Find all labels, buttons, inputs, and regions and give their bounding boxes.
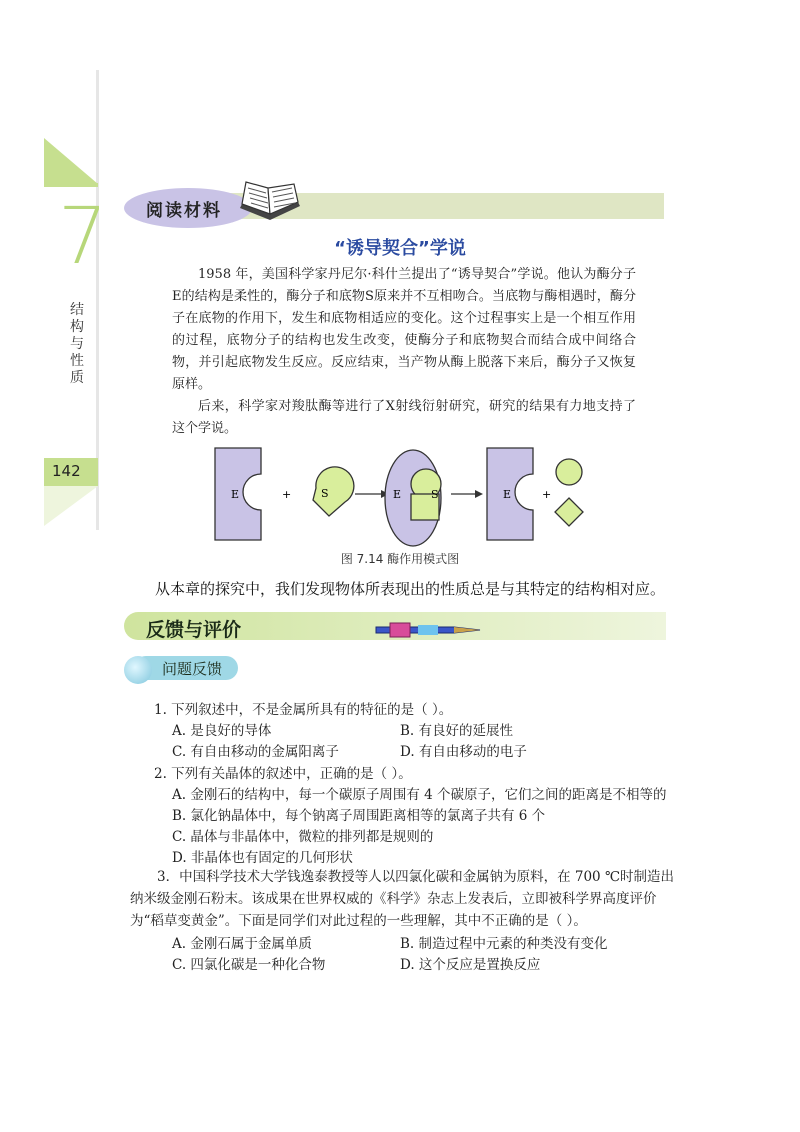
question-1-option-c: C. 有自由移动的金属阳离子 (172, 744, 339, 760)
feedback-label: 反馈与评价 (146, 619, 242, 641)
question-1-option-a: A. 是良好的导体 (172, 723, 272, 739)
question-3-option-d: D. 这个反应是置换反应 (400, 957, 541, 973)
chapter-title: 结构与性质 (70, 302, 84, 386)
reading-title: “诱导契合”学说 (334, 238, 466, 259)
enzyme-model-figure (205, 440, 605, 550)
enzyme-label: E (231, 488, 240, 501)
question-feedback-dot (124, 656, 152, 684)
complex-substrate-label: S (431, 488, 439, 501)
question-2-option-a: A. 金刚石的结构中，每一个碳原子周围有 4 个碳原子，它们之间的距离是不相等的 (172, 787, 667, 803)
plus-sign: + (542, 488, 552, 501)
question-1-option-b: B. 有良好的延展性 (400, 723, 514, 739)
page-corner-triangle (44, 486, 98, 526)
chapter-tab-bar (44, 183, 98, 187)
pen-icon (372, 617, 486, 643)
page-number: 142 (52, 462, 81, 480)
figure-caption: 图 7.14 酶作用模式图 (340, 552, 460, 566)
question-2-option-c: C. 晶体与非晶体中，微粒的排列都是规则的 (172, 829, 434, 845)
product-circle (556, 459, 582, 485)
substrate-shape (313, 467, 354, 516)
question-2-option-b: B. 氯化钠晶体中，每个钠离子周围距离相等的氯离子共有 6 个 (172, 808, 546, 824)
question-3-option-c: C. 四氯化碳是一种化合物 (172, 957, 326, 973)
question-1-option-d: D. 有自由移动的电子 (400, 744, 527, 760)
chapter-number: 7 (58, 192, 108, 282)
arrow-head (475, 490, 483, 498)
question-3: 3．中国科学技术大学钱逸泰教授等人以四氯化碳和金属钠为原料，在 700 ℃时制造出纳米级金刚石粉末。该成果在世界权威的《科学》杂志上发表后，立即被科学界高度评价为“稻草变黄金”。下面是同学们对此过程的一些理解，其中不正确的是（ ）。 (130, 869, 675, 929)
chapter-tab-triangle (44, 138, 98, 184)
conclusion-text: 从本章的探究中，我们发现物体所表现出的性质总是与其特定的结构相对应。 (155, 580, 666, 598)
question-feedback-label: 问题反馈 (162, 660, 223, 678)
reading-paragraph-2: 后来，科学家对羧肽酶等进行了X射线衍射研究，研究的结果有力地支持了这个学说。 (172, 399, 636, 436)
question-2: 2. 下列有关晶体的叙述中，正确的是（ ）。 (154, 766, 412, 782)
open-book-icon (236, 180, 306, 226)
enzyme-label: E (503, 488, 512, 501)
substrate-label: S (321, 487, 329, 500)
reading-paragraph-1: 1958 年，美国科学家丹尼尔·科什兰提出了“诱导契合”学说。他认为酶分子E的结构是柔性的，酶分子和底物S原来并不互相吻合。当底物与酶相遇时，酶分子在底物的作用下，发生和底物相适应的变化。这个过程事实上是一个相互作用的过程，底物分子的结构也发生改变，使酶分子和底物契合而结合成中间络合物，并引起底物发生反应。反应结束，当产物从酶上脱落下来后，酶分子又恢复原样。 (172, 267, 636, 392)
question-3-option-b: B. 制造过程中元素的种类没有变化 (400, 936, 608, 952)
product-diamond (555, 498, 583, 526)
question-3-option-a: A. 金刚石属于金属单质 (172, 936, 312, 952)
plus-sign: + (282, 488, 292, 501)
question-1: 1. 下列叙述中，不是金属所具有的特征的是（ ）。 (154, 702, 453, 718)
question-2-option-d: D. 非晶体也有固定的几何形状 (172, 850, 353, 866)
complex-enzyme-label: E (393, 488, 402, 501)
reading-label: 阅读材料 (146, 201, 222, 221)
